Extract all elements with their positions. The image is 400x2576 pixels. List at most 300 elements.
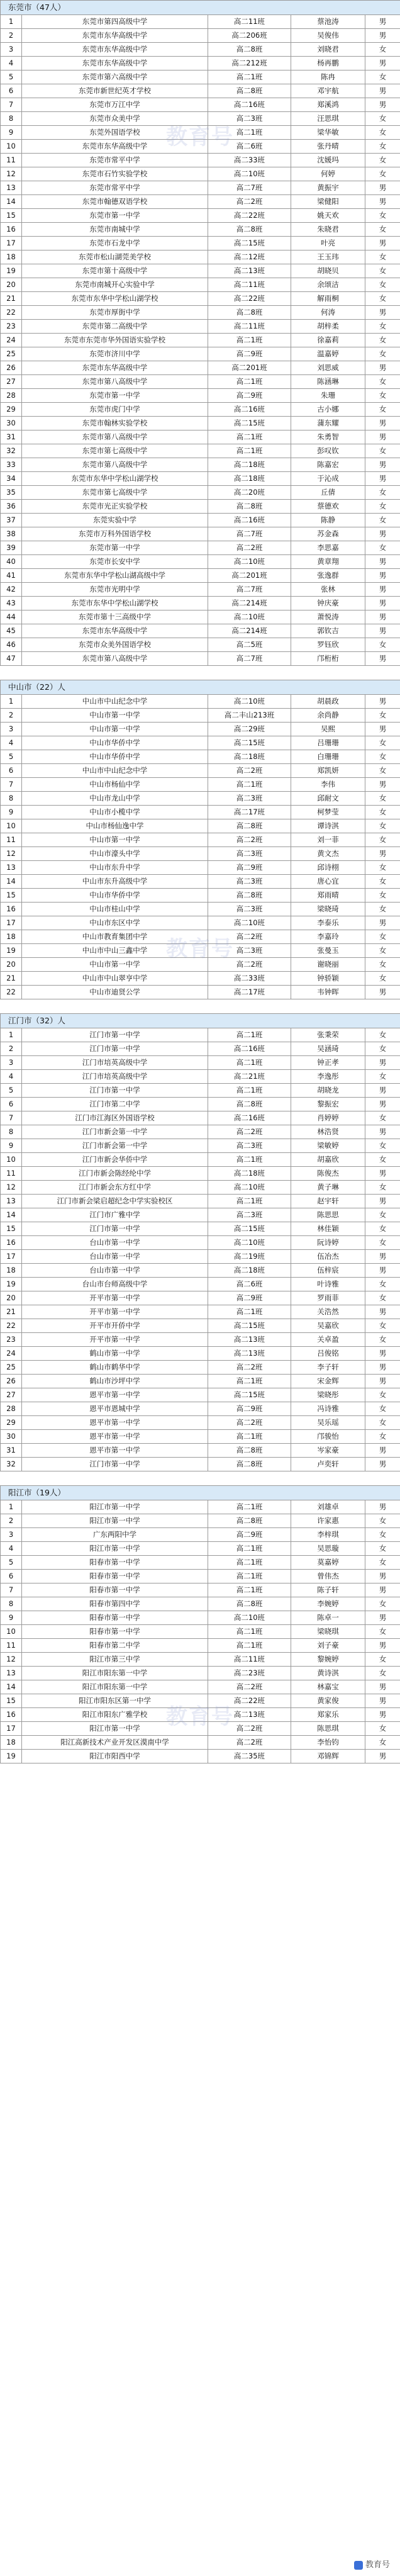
- school-name: 阳江市阳东第一中学: [22, 1680, 208, 1694]
- group-spacer: [1, 1471, 400, 1486]
- school-name: 中山市东升中学: [22, 861, 208, 875]
- gender: 男: [365, 652, 400, 666]
- class-name: 高二21班: [208, 1070, 291, 1084]
- gender: 女: [365, 806, 400, 819]
- table-row: [1, 1416, 400, 1430]
- gender: 女: [365, 1653, 400, 1667]
- gender: 女: [365, 209, 400, 223]
- class-name: 高二8班: [208, 889, 291, 903]
- table-row: [1, 1347, 400, 1361]
- class-name: 高二1班: [208, 444, 291, 458]
- class-name: 高二22班: [208, 1694, 291, 1708]
- footer-mark-text: 教育号: [365, 2560, 390, 2570]
- row-index: 14: [1, 195, 22, 209]
- row-index: 23: [1, 320, 22, 334]
- table-row: [1, 70, 400, 84]
- table-row: [1, 1084, 400, 1098]
- school-name: 中山市桂山中学: [22, 903, 208, 916]
- row-index: 3: [1, 1056, 22, 1070]
- table-row: [1, 112, 400, 126]
- watermark-3: 教育号: [166, 1704, 234, 1730]
- gender: 男: [365, 1500, 400, 1514]
- student-name: 李梓琪: [291, 1528, 365, 1542]
- gender: 女: [365, 1278, 400, 1291]
- student-name: 赵宇轩: [291, 1195, 365, 1208]
- student-name: 黎振宏: [291, 1098, 365, 1111]
- school-name: 中山市第一中学: [22, 723, 208, 736]
- row-index: 11: [1, 1639, 22, 1653]
- school-name: 阳江高新技术产业开发区漠南中学: [22, 1736, 208, 1750]
- gender: 女: [365, 1528, 400, 1542]
- row-index: 3: [1, 1528, 22, 1542]
- school-name: 东莞市南城开心实验中学: [22, 278, 208, 292]
- table-row: [1, 1111, 400, 1125]
- student-name: 李嘉玲: [291, 930, 365, 944]
- school-name: 江门市培英高级中学: [22, 1056, 208, 1070]
- school-name: 东莞市众美中学: [22, 112, 208, 126]
- row-index: 6: [1, 764, 22, 778]
- table-row: [1, 1291, 400, 1305]
- class-name: 高二2班: [208, 541, 291, 555]
- student-name: 陈静: [291, 514, 365, 527]
- school-name: 阳江市第一中学: [22, 1722, 208, 1736]
- student-name: 黄诗淇: [291, 1667, 365, 1680]
- class-name: 高二1班: [208, 1639, 291, 1653]
- row-index: 27: [1, 375, 22, 389]
- school-name: 江门市第一中学: [22, 1084, 208, 1098]
- table-row: [1, 250, 400, 264]
- class-name: 高二1班: [208, 1305, 291, 1319]
- student-name: 郑家乐: [291, 1708, 365, 1722]
- school-name: 东莞市东华高级中学: [22, 29, 208, 43]
- gender: 男: [365, 15, 400, 29]
- student-name: 肖婷婷: [291, 1111, 365, 1125]
- school-name: 阳春市第一中学: [22, 1611, 208, 1625]
- school-name: 江门市新会华侨中学: [22, 1153, 208, 1167]
- city-header: [1, 1486, 400, 1500]
- row-index: 16: [1, 1708, 22, 1722]
- student-name: 关浩然: [291, 1305, 365, 1319]
- gender: 女: [365, 167, 400, 181]
- class-name: 高二1班: [208, 1542, 291, 1556]
- row-index: 21: [1, 292, 22, 306]
- table-row: [1, 375, 400, 389]
- table-row: [1, 306, 400, 320]
- row-index: 13: [1, 1195, 22, 1208]
- row-index: 5: [1, 1084, 22, 1098]
- student-name: 陈思思: [291, 1208, 365, 1222]
- table-row: [1, 444, 400, 458]
- gender: 女: [365, 1388, 400, 1402]
- student-name: 黄家俊: [291, 1694, 365, 1708]
- school-name: 台山市第一中学: [22, 1250, 208, 1264]
- class-name: 高二11班: [208, 320, 291, 334]
- table-row: [1, 1597, 400, 1611]
- row-index: 14: [1, 1680, 22, 1694]
- row-index: 5: [1, 1556, 22, 1570]
- school-name: 阳江市第一中学: [22, 1500, 208, 1514]
- class-name: 高二16班: [208, 1111, 291, 1125]
- school-name: 江门市广雅中学: [22, 1208, 208, 1222]
- school-name: 中山市迪贤公学: [22, 986, 208, 999]
- table-row: [1, 1458, 400, 1471]
- gender: 女: [365, 1597, 400, 1611]
- student-name: 叶亮: [291, 237, 365, 250]
- row-index: 32: [1, 444, 22, 458]
- table-row: [1, 1750, 400, 1763]
- table-row: [1, 1139, 400, 1153]
- school-name: 东莞市松山湖莞美学校: [22, 250, 208, 264]
- row-index: 3: [1, 723, 22, 736]
- row-index: 8: [1, 112, 22, 126]
- table-row: [1, 1611, 400, 1625]
- gender: 女: [365, 958, 400, 972]
- gender: 男: [365, 84, 400, 98]
- class-name: 高二8班: [208, 223, 291, 237]
- class-name: 高二10班: [208, 1611, 291, 1625]
- student-name: 伍梓宸: [291, 1264, 365, 1278]
- row-index: 2: [1, 1042, 22, 1056]
- row-index: 8: [1, 792, 22, 806]
- row-index: 22: [1, 1319, 22, 1333]
- table-row: [1, 237, 400, 250]
- student-name: 邝桁桁: [291, 652, 365, 666]
- table-row: [1, 1542, 400, 1556]
- table-row: [1, 652, 400, 666]
- student-name: 梁敏婷: [291, 1139, 365, 1153]
- class-name: 高二18班: [208, 1167, 291, 1181]
- row-index: 8: [1, 1125, 22, 1139]
- table-row: [1, 1167, 400, 1181]
- row-index: 7: [1, 98, 22, 112]
- gender: 男: [365, 569, 400, 583]
- gender: 男: [365, 624, 400, 638]
- student-name: 梁晓琪: [291, 1625, 365, 1639]
- row-index: 12: [1, 1181, 22, 1195]
- class-name: 高二15班: [208, 1222, 291, 1236]
- city-title: 东莞市（47人）: [1, 1, 400, 15]
- school-name: 东莞市厚街中学: [22, 306, 208, 320]
- table-row: [1, 1278, 400, 1291]
- student-name: 钟正孝: [291, 1056, 365, 1070]
- school-name: 阳江市阳东广雅学校: [22, 1708, 208, 1722]
- class-name: 高二20班: [208, 486, 291, 500]
- student-name: 李子轩: [291, 1361, 365, 1375]
- table-row: [1, 430, 400, 444]
- row-index: 39: [1, 541, 22, 555]
- student-name: 谭诗淇: [291, 819, 365, 833]
- school-name: 东莞市第八高级中学: [22, 430, 208, 444]
- school-name: 中山市第一中学: [22, 709, 208, 723]
- class-name: 高二1班: [208, 126, 291, 140]
- student-name: 黄子琳: [291, 1181, 365, 1195]
- row-index: 14: [1, 875, 22, 889]
- gender: 男: [365, 195, 400, 209]
- student-name: 叶诗雅: [291, 1278, 365, 1291]
- class-name: 高二12班: [208, 250, 291, 264]
- gender: 男: [365, 723, 400, 736]
- table-row: [1, 1042, 400, 1056]
- class-name: 高二2班: [208, 833, 291, 847]
- class-name: 高二8班: [208, 1444, 291, 1458]
- student-name: 张秉荣: [291, 1028, 365, 1042]
- school-name: 阳江市第一中学: [22, 1542, 208, 1556]
- row-index: 4: [1, 57, 22, 70]
- table-row: [1, 750, 400, 764]
- school-name: 东莞市第八高级中学: [22, 375, 208, 389]
- table-row: [1, 1680, 400, 1694]
- table-row: [1, 15, 400, 29]
- table-row: [1, 361, 400, 375]
- school-name: 台山市台师高级中学: [22, 1278, 208, 1291]
- student-name: 许家惠: [291, 1514, 365, 1528]
- table-row: [1, 98, 400, 112]
- class-name: 高二1班: [208, 70, 291, 84]
- class-name: 高二1班: [208, 430, 291, 444]
- student-name: 蔡池涛: [291, 15, 365, 29]
- student-name: 胡梓柔: [291, 320, 365, 334]
- class-name: 高二5班: [208, 638, 291, 652]
- class-name: 高二3班: [208, 792, 291, 806]
- class-name: 高二3班: [208, 112, 291, 126]
- table-row: [1, 1195, 400, 1208]
- gender: 女: [365, 1111, 400, 1125]
- class-name: 高二13班: [208, 1708, 291, 1722]
- class-name: 高二3班: [208, 875, 291, 889]
- student-name: 吴思璇: [291, 1542, 365, 1556]
- school-name: 江门市新会梁启超纪念中学实验校区: [22, 1195, 208, 1208]
- class-name: 高二1班: [208, 375, 291, 389]
- student-name: 邓锦辉: [291, 1750, 365, 1763]
- row-index: 43: [1, 597, 22, 610]
- school-name: 中山市东升高级中学: [22, 875, 208, 889]
- student-name: 郭钦吉: [291, 624, 365, 638]
- class-name: 高二11班: [208, 1653, 291, 1667]
- class-name: 高二29班: [208, 723, 291, 736]
- class-name: 高二10班: [208, 167, 291, 181]
- row-index: 13: [1, 861, 22, 875]
- student-name: 余颂洁: [291, 278, 365, 292]
- row-index: 25: [1, 1361, 22, 1375]
- logo-icon: [354, 2561, 363, 2570]
- student-name: 郑雨晴: [291, 889, 365, 903]
- gender: 男: [365, 417, 400, 430]
- school-name: 东莞市虎门中学: [22, 403, 208, 417]
- student-name: 邱耐文: [291, 792, 365, 806]
- gender: 女: [365, 70, 400, 84]
- table-row: [1, 292, 400, 306]
- row-index: 31: [1, 430, 22, 444]
- student-name: 张逸群: [291, 569, 365, 583]
- table-row: [1, 403, 400, 417]
- school-name: 阳春市第一中学: [22, 1556, 208, 1570]
- table-row: [1, 1639, 400, 1653]
- school-name: 东莞市翰德双语学校: [22, 195, 208, 209]
- spacer-cell: [1, 1471, 400, 1486]
- row-index: 8: [1, 1597, 22, 1611]
- class-name: 高二9班: [208, 861, 291, 875]
- student-name: 何婷: [291, 167, 365, 181]
- table-row: [1, 167, 400, 181]
- gender: 女: [365, 320, 400, 334]
- gender: 女: [365, 1542, 400, 1556]
- student-name: 郑溪鸿: [291, 98, 365, 112]
- gender: 女: [365, 944, 400, 958]
- student-name: 唐心宜: [291, 875, 365, 889]
- row-index: 45: [1, 624, 22, 638]
- gender: 男: [365, 1694, 400, 1708]
- gender: 女: [365, 1208, 400, 1222]
- class-name: 高二8班: [208, 306, 291, 320]
- school-name: 阳春市第一中学: [22, 1570, 208, 1583]
- student-name: 胡晨政: [291, 695, 365, 709]
- gender: 女: [365, 140, 400, 154]
- student-name: 黄振宇: [291, 181, 365, 195]
- student-name: 李伟: [291, 778, 365, 792]
- table-row: [1, 1319, 400, 1333]
- class-name: 高二8班: [208, 1514, 291, 1528]
- row-index: 7: [1, 1583, 22, 1597]
- class-name: 高二33班: [208, 972, 291, 986]
- gender: 女: [365, 223, 400, 237]
- table-row: [1, 347, 400, 361]
- student-name: 邱诗栩: [291, 861, 365, 875]
- class-name: 高二3班: [208, 903, 291, 916]
- student-name: 朱晓君: [291, 223, 365, 237]
- row-index: 41: [1, 569, 22, 583]
- school-name: 恩平市第一中学: [22, 1416, 208, 1430]
- class-name: 高二9班: [208, 347, 291, 361]
- table-row: [1, 792, 400, 806]
- gender: 女: [365, 1028, 400, 1042]
- row-index: 10: [1, 819, 22, 833]
- class-name: 高二33班: [208, 154, 291, 167]
- class-name: 高二16班: [208, 1042, 291, 1056]
- student-name: 刘子豪: [291, 1639, 365, 1653]
- student-name: 梁华敏: [291, 126, 365, 140]
- class-name: 高二2班: [208, 1722, 291, 1736]
- class-name: 高二8班: [208, 1597, 291, 1611]
- student-name: 梁晓彤: [291, 1388, 365, 1402]
- student-name: 杨再鹏: [291, 57, 365, 70]
- class-name: 高二15班: [208, 1388, 291, 1402]
- gender: 男: [365, 1347, 400, 1361]
- class-name: 高二7班: [208, 583, 291, 597]
- gender: 女: [365, 334, 400, 347]
- table-row: [1, 458, 400, 472]
- row-index: 20: [1, 1291, 22, 1305]
- gender: 女: [365, 389, 400, 403]
- gender: 女: [365, 1722, 400, 1736]
- class-name: 高二7班: [208, 527, 291, 541]
- row-index: 20: [1, 278, 22, 292]
- student-name: 吴熙: [291, 723, 365, 736]
- table-row: [1, 889, 400, 903]
- table-row: [1, 527, 400, 541]
- school-name: 东莞市长安中学: [22, 555, 208, 569]
- class-name: 高二13班: [208, 1347, 291, 1361]
- school-name: 东莞市第七高级中学: [22, 486, 208, 500]
- student-name: 王玉玮: [291, 250, 365, 264]
- table-row: [1, 624, 400, 638]
- table-row: [1, 181, 400, 195]
- row-index: 12: [1, 167, 22, 181]
- row-index: 21: [1, 1305, 22, 1319]
- table-row: [1, 1361, 400, 1375]
- row-index: 4: [1, 1542, 22, 1556]
- gender: 女: [365, 1236, 400, 1250]
- student-name: 伍冶杰: [291, 1250, 365, 1264]
- gender: 男: [365, 847, 400, 861]
- row-index: 4: [1, 1070, 22, 1084]
- class-name: 高二10班: [208, 610, 291, 624]
- row-index: 28: [1, 1402, 22, 1416]
- class-name: 高二3班: [208, 1139, 291, 1153]
- table-row: [1, 1181, 400, 1195]
- row-index: 4: [1, 736, 22, 750]
- student-name: 胡晓龙: [291, 1084, 365, 1098]
- school-name: 中山市龙山中学: [22, 792, 208, 806]
- gender: 女: [365, 1291, 400, 1305]
- class-name: 高二18班: [208, 472, 291, 486]
- city-title: 江门市（32）人: [1, 1014, 400, 1028]
- student-name: 苏金森: [291, 527, 365, 541]
- school-name: 阳江市阳东区第一中学: [22, 1694, 208, 1708]
- class-name: 高二13班: [208, 1333, 291, 1347]
- school-name: 鹤山市鹤华中学: [22, 1361, 208, 1375]
- row-index: 5: [1, 750, 22, 764]
- school-name: 阳春市第一中学: [22, 1625, 208, 1639]
- class-name: 高二23班: [208, 1667, 291, 1680]
- student-name: 张林: [291, 583, 365, 597]
- school-name: 江门市第二中学: [22, 1098, 208, 1111]
- class-name: 高二8班: [208, 500, 291, 514]
- group-spacer: [1, 999, 400, 1014]
- table-row: [1, 389, 400, 403]
- row-index: 18: [1, 1736, 22, 1750]
- student-name: 陈思琪: [291, 1722, 365, 1736]
- class-name: 高二2班: [208, 195, 291, 209]
- row-index: 1: [1, 1500, 22, 1514]
- school-name: 东莞市众美外国语学校: [22, 638, 208, 652]
- gender: 女: [365, 792, 400, 806]
- city-title: 阳江市（19人）: [1, 1486, 400, 1500]
- table-row: [1, 930, 400, 944]
- gender: 女: [365, 930, 400, 944]
- table-row: [1, 847, 400, 861]
- gender: 男: [365, 306, 400, 320]
- gender: 男: [365, 1750, 400, 1763]
- row-index: 6: [1, 84, 22, 98]
- row-index: 26: [1, 361, 22, 375]
- table-row: [1, 1222, 400, 1236]
- row-index: 17: [1, 916, 22, 930]
- table-row: [1, 764, 400, 778]
- table-row: [1, 417, 400, 430]
- school-name: 东莞市东华高级中学: [22, 57, 208, 70]
- gender: 男: [365, 916, 400, 930]
- row-index: 11: [1, 833, 22, 847]
- school-name: 中山市中山纪念中学: [22, 695, 208, 709]
- student-name: 白珊珊: [291, 750, 365, 764]
- table-row: [1, 1375, 400, 1388]
- table-row: [1, 1388, 400, 1402]
- gender: 男: [365, 527, 400, 541]
- school-name: 东莞市常平中学: [22, 154, 208, 167]
- class-name: 高二2班: [208, 764, 291, 778]
- student-name: 沈媛玛: [291, 154, 365, 167]
- student-name: 徐嘉莉: [291, 334, 365, 347]
